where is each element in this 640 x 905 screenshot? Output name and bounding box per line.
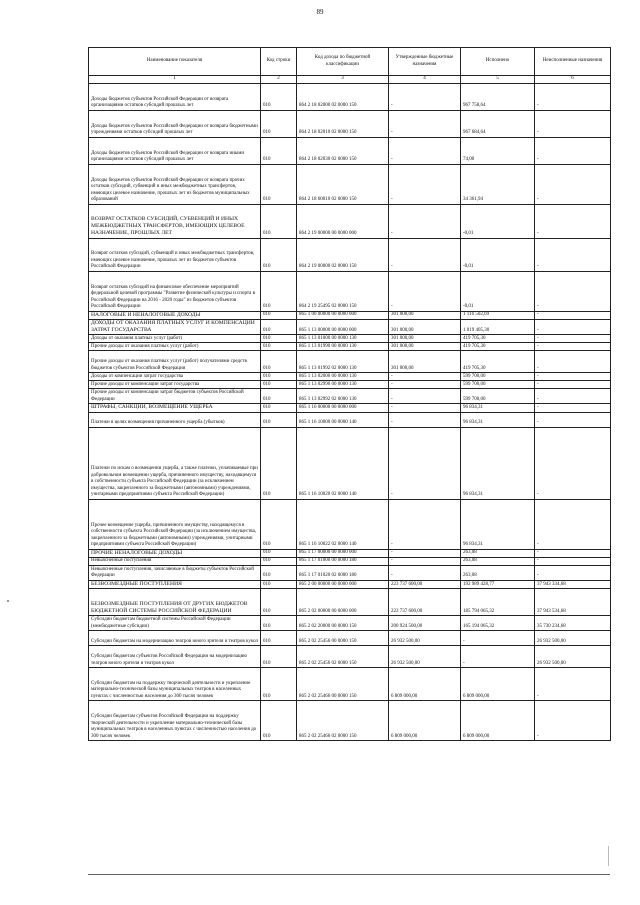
row-kbk: 865 1 17 01000 00 0000 180 <box>297 557 389 565</box>
row-rest: 26 932 500,00 <box>535 646 611 668</box>
row-rest: - <box>535 427 611 499</box>
row-done: 263,08 <box>461 557 535 565</box>
row-kbk: 865 1 13 02992 02 0000 130 <box>297 389 389 404</box>
table-row <box>89 271 611 311</box>
row-plan: - <box>389 381 461 389</box>
row-kbk: 865 2 02 25456 02 0000 150 <box>297 646 389 668</box>
row-name: Субсидии бюджетам на модернизацию театров юного зрителя и театров кукол <box>89 631 261 646</box>
row-rest: - <box>535 319 611 335</box>
row-code: 010 <box>261 412 297 427</box>
row-plan: 223 737 600,00 <box>389 589 461 616</box>
row-done: 6 809 000,00 <box>461 701 535 741</box>
row-kbk: 865 1 13 02990 00 0000 130 <box>297 381 389 389</box>
table-row <box>89 381 611 389</box>
table-row <box>89 204 611 238</box>
row-code: 010 <box>261 311 297 319</box>
row-name: Прочее возмещение ущерба, причиненного имуществу, находящемуся в собственности субъекта Российской Федерации (за исключением имущества, закрепленного за бюджетными (автономными) учреждениями, унитарными предприятиями субъекта Российской Федерации) <box>89 499 261 549</box>
row-kbk: 865 1 16 10000 00 0000 140 <box>297 412 389 427</box>
row-done: 34 361,94 <box>461 164 535 204</box>
row-code: 010 <box>261 631 297 646</box>
row-done: 419 705,30 <box>461 335 535 343</box>
row-name: Субсидии бюджетам субъектов Российской Федерации на поддержку творческой деятельности и укрепление материально-технической базы муниципальных театров в населенных пунктах с численностью населения до 300 тысяч человек <box>89 701 261 741</box>
row-name: Субсидии бюджетам на поддержку творческой деятельности и укрепление материально-технической базы муниципальных театров в населенных пунктах с численностью населения до 300 тысяч человек <box>89 668 261 701</box>
row-plan: 301 000,00 <box>389 319 461 335</box>
row-code: 010 <box>261 646 297 668</box>
row-code: 010 <box>261 271 297 311</box>
row-rest: 37 943 534,68 <box>535 589 611 616</box>
row-rest: - <box>535 412 611 427</box>
row-plan: - <box>389 404 461 412</box>
row-code: 010 <box>261 668 297 701</box>
row-rest: - <box>535 565 611 580</box>
row-plan: - <box>389 204 461 238</box>
row-rest: - <box>535 204 611 238</box>
table-row <box>89 549 611 557</box>
row-plan: 6 809 000,00 <box>389 701 461 741</box>
row-name: Доходы бюджетов субъектов Российской Федерации от возврата бюджетными учреждениями остатков субсидий прошлых лет <box>89 110 261 137</box>
header-plan: Утвержденные бюджетные назначения <box>389 48 461 76</box>
row-plan: - <box>389 164 461 204</box>
table-row <box>89 164 611 204</box>
row-done: 263,08 <box>461 565 535 580</box>
scan-artifact <box>608 846 609 866</box>
scan-artifact <box>7 600 9 602</box>
row-plan: 26 932 500,00 <box>389 646 461 668</box>
row-done: 1 116 502,69 <box>461 311 535 319</box>
row-done: -0,01 <box>461 271 535 311</box>
row-kbk: 865 2 02 25466 02 0000 150 <box>297 701 389 741</box>
row-code: 010 <box>261 238 297 271</box>
row-kbk: 864 2 18 02010 02 0000 150 <box>297 110 389 137</box>
row-done: - <box>461 646 535 668</box>
row-plan: 301 000,00 <box>389 311 461 319</box>
row-code: 010 <box>261 343 297 351</box>
row-name: Субсидии бюджетам субъектов Российской Федерации на модернизацию театров юного зрителя и театров кукол <box>89 646 261 668</box>
row-rest: - <box>535 381 611 389</box>
row-code: 010 <box>261 381 297 389</box>
table-row <box>89 373 611 381</box>
row-rest: 37 943 334,68 <box>535 580 611 588</box>
row-kbk: 865 1 17 01020 02 0000 180 <box>297 565 389 580</box>
table-row <box>89 83 611 110</box>
row-code: 010 <box>261 565 297 580</box>
row-kbk: 865 2 02 25456 00 0000 150 <box>297 631 389 646</box>
row-name: Возврат остатков субсидий, субвенций и иных межбюджетных трансфертов, имеющих целевое назначение, прошлых лет из бюджетов субъектов Российской Федерации <box>89 238 261 271</box>
row-done: 263,08 <box>461 549 535 557</box>
row-name: Доходы бюджетов субъектов Российской Федерации от возврата организациями остатков субсидий прошлых лет <box>89 83 261 110</box>
table-row <box>89 616 611 631</box>
row-name: Прочие доходы от оказания платных услуг (работ) получателями средств бюджетов субъектов Российской Федерации <box>89 351 261 373</box>
row-code: 010 <box>261 557 297 565</box>
row-kbk: 865 1 16 10022 02 0000 140 <box>297 499 389 549</box>
row-plan: 223 737 600,00 <box>389 580 461 588</box>
row-name: Доходы бюджетов субъектов Российской Федерации от возврата иными организациями остатков субсидий прошлых лет <box>89 137 261 164</box>
row-code: 010 <box>261 110 297 137</box>
row-plan: 301 000,00 <box>389 343 461 351</box>
row-rest: - <box>535 137 611 164</box>
row-plan: 301 000,00 <box>389 351 461 373</box>
table-row <box>89 311 611 319</box>
row-name: БЕЗВОЗМЕЗДНЫЕ ПОСТУПЛЕНИЯ <box>89 580 261 588</box>
row-done: -0,01 <box>461 204 535 238</box>
row-kbk: 865 1 13 01992 02 0000 130 <box>297 351 389 373</box>
header-name: Наименование показателя <box>89 48 261 76</box>
row-kbk: 865 1 13 02000 00 0000 130 <box>297 373 389 381</box>
table-row <box>89 631 611 646</box>
row-done: 599 700,00 <box>461 381 535 389</box>
row-plan: - <box>389 137 461 164</box>
row-rest: - <box>535 83 611 110</box>
table-row <box>89 589 611 616</box>
row-name: Доходы от компенсации затрат государства <box>89 373 261 381</box>
row-code: 010 <box>261 164 297 204</box>
row-name: Невыясненные поступления, зачисляемые в бюджеты субъектов Российской Федерации <box>89 565 261 580</box>
row-rest: 26 932 500,00 <box>535 631 611 646</box>
row-name: Платежи в целях возмещения причиненного ущерба (убытков) <box>89 412 261 427</box>
column-number: 4 <box>389 76 461 84</box>
row-kbk: 865 1 17 00000 00 0000 000 <box>297 549 389 557</box>
table-body <box>89 83 611 741</box>
table-row <box>89 351 611 373</box>
row-code: 010 <box>261 389 297 404</box>
row-name: ДОХОДЫ ОТ ОКАЗАНИЯ ПЛАТНЫХ УСЛУГ И КОМПЕНСАЦИИ ЗАТРАТ ГОСУДАРСТВА <box>89 319 261 335</box>
row-code: 010 <box>261 335 297 343</box>
row-rest: 35 730 234,68 <box>535 616 611 631</box>
row-kbk: 865 2 00 00000 00 0000 000 <box>297 580 389 588</box>
row-plan: - <box>389 549 461 557</box>
row-plan: 6 809 000,00 <box>389 668 461 701</box>
row-done: 967 758,64 <box>461 83 535 110</box>
row-plan: - <box>389 83 461 110</box>
row-kbk: 864 2 18 60010 02 0000 150 <box>297 164 389 204</box>
table-row <box>89 335 611 343</box>
table-row <box>89 412 611 427</box>
row-rest: - <box>535 311 611 319</box>
row-plan: - <box>389 427 461 499</box>
table-row <box>89 646 611 668</box>
row-code: 010 <box>261 549 297 557</box>
footer-rule <box>88 874 610 875</box>
row-plan: - <box>389 110 461 137</box>
row-kbk: 864 2 18 02000 02 0000 150 <box>297 83 389 110</box>
table-row <box>89 701 611 741</box>
row-name: Доходы бюджетов субъектов Российской Федерации от возврата прочих остатков субсидий, субвенций и иных межбюджетных трансфертов, имеющих целевое назначение, прошлых лет из бюджетов муниципальных образований <box>89 164 261 204</box>
row-done: 599 700,00 <box>461 373 535 381</box>
row-code: 010 <box>261 580 297 588</box>
header-kbk: Код дохода по бюджетной классификации <box>297 48 389 76</box>
header-rest: Неисполненные назначения <box>535 48 611 76</box>
row-rest: - <box>535 404 611 412</box>
row-rest: - <box>535 238 611 271</box>
row-code: 010 <box>261 137 297 164</box>
row-kbk: 864 2 19 00000 00 0000 000 <box>297 204 389 238</box>
row-kbk: 865 2 02 00000 00 0000 000 <box>297 589 389 616</box>
row-plan: - <box>389 565 461 580</box>
row-plan: - <box>389 389 461 404</box>
header-code: Код строки <box>261 48 297 76</box>
row-done: 96 834,31 <box>461 404 535 412</box>
row-name: Доходы от оказания платных услуг (работ) <box>89 335 261 343</box>
table-row <box>89 389 611 404</box>
row-plan: - <box>389 557 461 565</box>
column-number: 3 <box>297 76 389 84</box>
row-code: 010 <box>261 373 297 381</box>
row-name: Прочие доходы от компенсации затрат бюджетов субъектов Российской Федерации <box>89 389 261 404</box>
row-code: 010 <box>261 701 297 741</box>
row-plan: - <box>389 499 461 549</box>
row-code: 010 <box>261 204 297 238</box>
row-plan: - <box>389 238 461 271</box>
row-kbk: 864 2 18 02030 02 0000 150 <box>297 137 389 164</box>
row-kbk: 865 1 16 10020 02 0000 140 <box>297 427 389 499</box>
column-number: 2 <box>261 76 297 84</box>
column-number: 1 <box>89 76 261 84</box>
row-rest: - <box>535 668 611 701</box>
row-done: -0,01 <box>461 238 535 271</box>
table-row <box>89 565 611 580</box>
row-done: 74,00 <box>461 137 535 164</box>
page-number: 89 <box>316 8 324 16</box>
row-code: 010 <box>261 427 297 499</box>
row-kbk: 865 1 13 00000 00 0000 000 <box>297 319 389 335</box>
table-row <box>89 580 611 588</box>
row-plan: 26 932 500,00 <box>389 631 461 646</box>
column-number: 5 <box>461 76 535 84</box>
row-code: 010 <box>261 351 297 373</box>
row-code: 010 <box>261 319 297 335</box>
row-name: НАЛОГОВЫЕ И НЕНАЛОГОВЫЕ ДОХОДЫ <box>89 311 261 319</box>
row-kbk: 864 2 19 25495 02 0000 150 <box>297 271 389 311</box>
row-done: 165 194 065,32 <box>461 616 535 631</box>
row-name: ШТРАФЫ, САНКЦИИ, ВОЗМЕЩЕНИЕ УЩЕРБА <box>89 404 261 412</box>
row-name: Прочие доходы от компенсации затрат государства <box>89 381 261 389</box>
row-done: 419 705,30 <box>461 343 535 351</box>
row-code: 010 <box>261 83 297 110</box>
table-row <box>89 404 611 412</box>
table-row <box>89 668 611 701</box>
table-row <box>89 557 611 565</box>
row-plan: - <box>389 271 461 311</box>
row-kbk: 865 1 00 00000 00 0000 000 <box>297 311 389 319</box>
table-row <box>89 319 611 335</box>
row-done: 6 809 000,00 <box>461 668 535 701</box>
row-kbk: 865 2 02 20000 00 0000 150 <box>297 616 389 631</box>
row-kbk: 865 1 13 01000 00 0000 130 <box>297 335 389 343</box>
row-rest: - <box>535 351 611 373</box>
row-rest: - <box>535 271 611 311</box>
row-done: 192 989 428,77 <box>461 580 535 588</box>
row-plan: 200 924 500,00 <box>389 616 461 631</box>
table-row <box>89 137 611 164</box>
row-name: ПРОЧИЕ НЕНАЛОГОВЫЕ ДОХОДЫ <box>89 549 261 557</box>
row-code: 010 <box>261 589 297 616</box>
row-name: Прочие доходы от оказания платных услуг (работ) <box>89 343 261 351</box>
row-kbk: 865 2 02 25466 00 0000 150 <box>297 668 389 701</box>
row-rest: - <box>535 389 611 404</box>
row-rest: - <box>535 373 611 381</box>
row-kbk: 865 1 16 00000 00 0000 000 <box>297 404 389 412</box>
row-code: 010 <box>261 499 297 549</box>
table-row <box>89 427 611 499</box>
row-code: 010 <box>261 404 297 412</box>
column-number-row <box>89 76 611 84</box>
row-plan: - <box>389 373 461 381</box>
row-plan: - <box>389 412 461 427</box>
table-row <box>89 238 611 271</box>
row-done: 967 684,64 <box>461 110 535 137</box>
column-number: 6 <box>535 76 611 84</box>
row-rest: - <box>535 164 611 204</box>
row-done: 419 705,30 <box>461 351 535 373</box>
row-done: 96 834,31 <box>461 427 535 499</box>
row-kbk: 864 2 19 00000 02 0000 150 <box>297 238 389 271</box>
row-name: ВОЗВРАТ ОСТАТКОВ СУБСИДИЙ, СУБВЕНЦИЙ И ИНЫХ МЕЖБЮДЖЕТНЫХ ТРАНСФЕРТОВ, ИМЕЮЩИХ ЦЕЛЕВОЕ НАЗНАЧЕНИЕ, ПРОШЛЫХ ЛЕТ <box>89 204 261 238</box>
row-rest: - <box>535 557 611 565</box>
row-done: 1 019 405,30 <box>461 319 535 335</box>
table-row <box>89 343 611 351</box>
row-rest: - <box>535 335 611 343</box>
row-done: 185 794 065,32 <box>461 589 535 616</box>
row-done: 96 834,31 <box>461 412 535 427</box>
row-name: Невыясненные поступления <box>89 557 261 565</box>
table-row <box>89 110 611 137</box>
row-done: - <box>461 631 535 646</box>
row-done: 96 834,31 <box>461 499 535 549</box>
row-kbk: 865 1 13 01990 00 0000 130 <box>297 343 389 351</box>
row-done: 599 700,00 <box>461 389 535 404</box>
table-row <box>89 499 611 549</box>
row-name: Платежи по искам о возмещении ущерба, а также платежи, уплачиваемые при добровольном возмещении ущерба, причиненного имуществу, находящемуся в собственности субъекта Российской Федерации (за исключением имущества, закрепленного за бюджетными (автономными) учреждениями, унитарными предприятиями субъекта Российской Федерации) <box>89 427 261 499</box>
row-rest: - <box>535 110 611 137</box>
row-rest: - <box>535 549 611 557</box>
row-name: Возврат остатков субсидий на финансовое обеспечение мероприятий федеральной целевой программы "Развитие физической культуры и спорта в Российской Федерации на 2016 - 2020 годы" из бюджетов субъектов Российской Федерации <box>89 271 261 311</box>
row-rest: - <box>535 343 611 351</box>
row-rest: - <box>535 499 611 549</box>
row-rest: - <box>535 701 611 741</box>
row-name: Субсидии бюджетам бюджетной системы Российской Федерации (межбюджетные субсидии) <box>89 616 261 631</box>
row-plan: 301 000,00 <box>389 335 461 343</box>
header-done: Исполнено <box>461 48 535 76</box>
row-code: 010 <box>261 616 297 631</box>
header-row <box>89 48 611 76</box>
report-table <box>88 47 611 741</box>
row-name: БЕЗВОЗМЕЗДНЫЕ ПОСТУПЛЕНИЯ ОТ ДРУГИХ БЮДЖЕТОВ БЮДЖЕТНОЙ СИСТЕМЫ РОССИЙСКОЙ ФЕДЕРАЦИИ <box>89 589 261 616</box>
